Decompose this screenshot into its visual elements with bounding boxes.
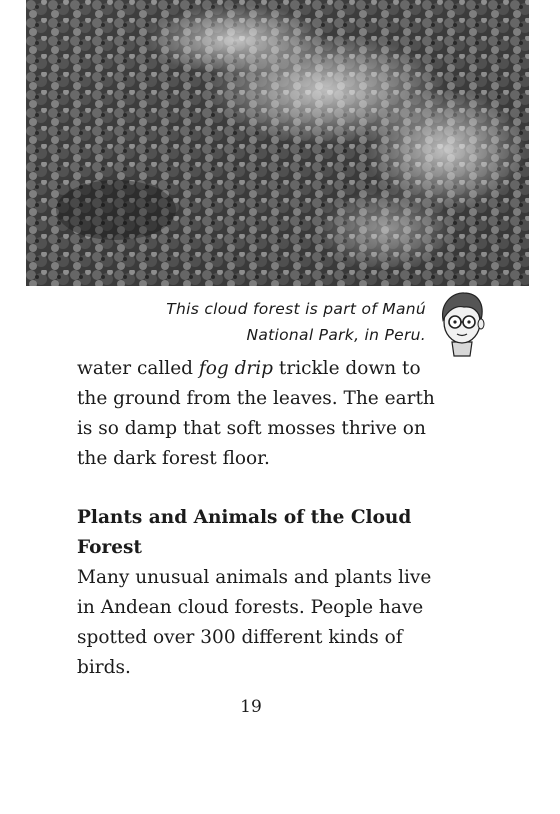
cloud-forest-photo: [26, 0, 529, 286]
photo-caption: [140, 296, 426, 348]
paragraph-fog-drip-start: water called: [77, 358, 199, 379]
section-heading: Plants and Animals of the Cloud Forest: [77, 507, 412, 558]
boy-with-glasses-icon: [434, 290, 490, 360]
caption-line-1: This cloud forest is part of Manú: [166, 300, 426, 318]
paragraph-fog-drip: [77, 354, 437, 474]
paragraph-fog-drip-end: trickle down to the ground from the leaves. The earth is so damp that soft mosses thrive on the dark forest floor.: [77, 358, 435, 469]
caption-line-2: National Park, in Peru.: [246, 326, 426, 344]
term-fog-drip: fog drip: [198, 358, 274, 379]
page-number: 19: [240, 697, 262, 717]
paragraph-animals: Many unusual animals and plants live in Andean cloud forests. People have spotted over 300 different kinds of birds.: [77, 567, 432, 678]
